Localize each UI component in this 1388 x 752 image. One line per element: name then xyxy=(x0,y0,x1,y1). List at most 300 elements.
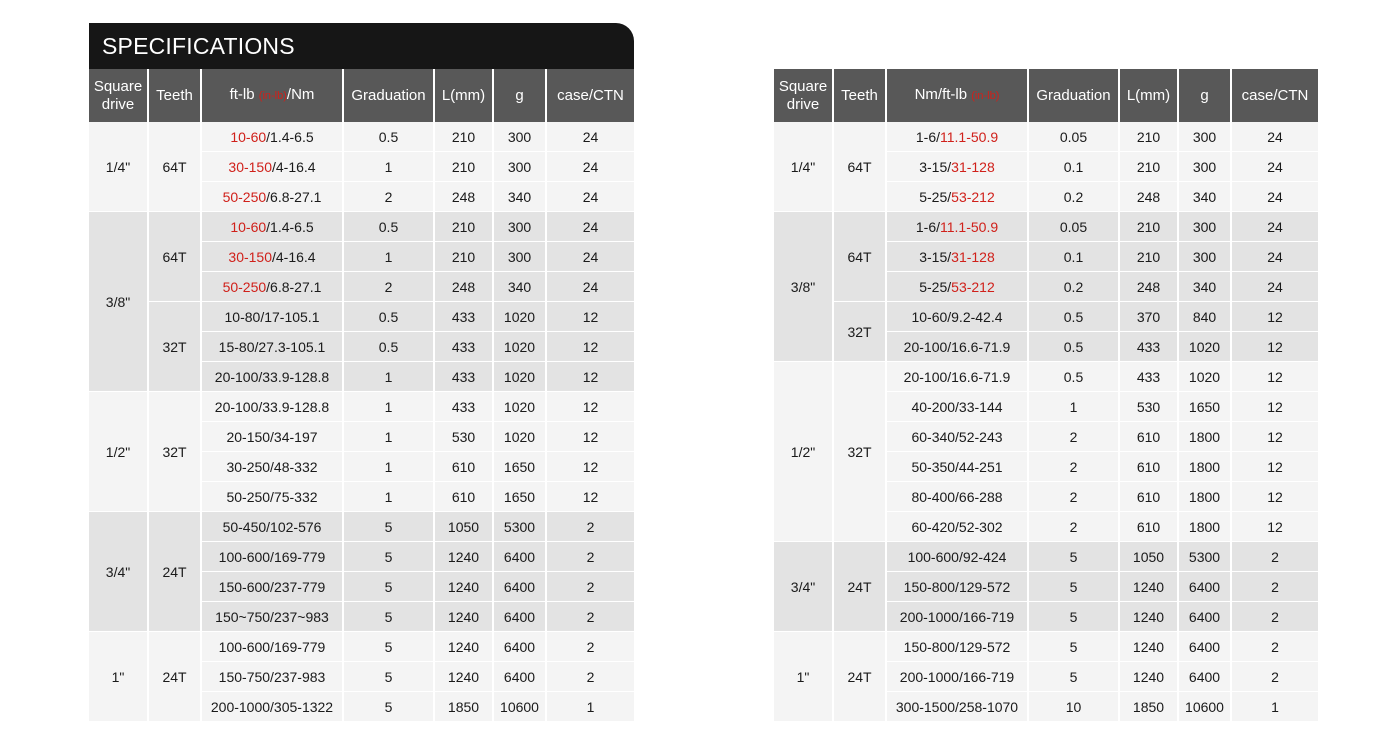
drive-group xyxy=(774,632,1318,722)
range-cell xyxy=(201,572,343,602)
case-cell: 2 xyxy=(546,602,634,632)
weight-cell: 300 xyxy=(1178,212,1231,242)
range-cell xyxy=(886,572,1028,602)
weight-cell: 5300 xyxy=(493,512,546,542)
case-cell: 24 xyxy=(1231,182,1318,212)
drive-group xyxy=(89,122,634,212)
weight-cell: 300 xyxy=(1178,122,1231,152)
case-cell: 24 xyxy=(546,122,634,152)
length-cell: 248 xyxy=(434,182,493,212)
range-cell xyxy=(886,512,1028,542)
graduation-cell: 0.5 xyxy=(343,212,434,242)
range-cell xyxy=(201,422,343,452)
range-cell xyxy=(201,452,343,482)
range-value: 150-600/237-779 xyxy=(218,578,326,595)
case-cell: 2 xyxy=(546,632,634,662)
range-cell xyxy=(201,272,343,302)
range-value: 100-600/169-779 xyxy=(218,548,326,565)
header-square-drive: Square drive xyxy=(774,69,833,122)
weight-cell: 6400 xyxy=(493,602,546,632)
header-teeth: Teeth xyxy=(148,69,201,122)
header-length: L(mm) xyxy=(434,69,493,122)
range-cell xyxy=(886,122,1028,152)
range-value: 1-6/ xyxy=(915,218,940,235)
range-value: 150-800/129-572 xyxy=(903,578,1011,595)
range-inlb-value: 31-128 xyxy=(951,158,995,175)
length-cell: 1240 xyxy=(1119,632,1178,662)
graduation-cell: 0.2 xyxy=(1028,272,1119,302)
weight-cell: 300 xyxy=(1178,242,1231,272)
graduation-cell: 10 xyxy=(1028,692,1119,722)
range-cell xyxy=(201,302,343,332)
range-value: 5-25/ xyxy=(919,188,952,205)
spec-table-ft-lb xyxy=(89,69,634,722)
range-cell xyxy=(201,542,343,572)
range-cell xyxy=(201,482,343,512)
weight-cell: 300 xyxy=(493,242,546,272)
table-row xyxy=(89,392,634,422)
weight-cell: 6400 xyxy=(1178,602,1231,632)
weight-cell: 1800 xyxy=(1178,452,1231,482)
range-value: 200-1000/166-719 xyxy=(899,608,1015,625)
graduation-cell: 0.5 xyxy=(1028,302,1119,332)
weight-cell: 1650 xyxy=(1178,392,1231,422)
case-cell: 12 xyxy=(1231,512,1318,542)
drive-group xyxy=(89,512,634,632)
length-cell: 1240 xyxy=(1119,572,1178,602)
graduation-cell: 0.1 xyxy=(1028,242,1119,272)
header-square-drive: Square drive xyxy=(89,69,148,122)
range-cell xyxy=(201,512,343,542)
case-cell: 2 xyxy=(1231,542,1318,572)
range-value: 40-200/33-144 xyxy=(911,398,1003,415)
case-cell: 24 xyxy=(1231,122,1318,152)
table-row xyxy=(89,212,634,242)
table-row xyxy=(89,632,634,662)
graduation-cell: 5 xyxy=(1028,602,1119,632)
weight-cell: 6400 xyxy=(493,662,546,692)
weight-cell: 340 xyxy=(493,182,546,212)
range-value: 20-100/33.9-128.8 xyxy=(214,398,330,415)
square-drive-cell: 3/8" xyxy=(774,212,833,362)
teeth-cell: 64T xyxy=(148,122,201,212)
weight-cell: 300 xyxy=(493,152,546,182)
graduation-cell: 1 xyxy=(1028,392,1119,422)
length-cell: 1240 xyxy=(434,632,493,662)
weight-cell: 10600 xyxy=(493,692,546,722)
range-value: 10-60/9.2-42.4 xyxy=(911,308,1003,325)
graduation-cell: 1 xyxy=(343,242,434,272)
range-value: 100-600/92-424 xyxy=(907,548,1007,565)
drive-group xyxy=(89,212,634,392)
length-cell: 610 xyxy=(1119,452,1178,482)
header-length: L(mm) xyxy=(1119,69,1178,122)
graduation-cell: 0.5 xyxy=(343,302,434,332)
length-cell: 610 xyxy=(1119,422,1178,452)
length-cell: 433 xyxy=(434,362,493,392)
range-inlb-value: 30-150 xyxy=(228,248,272,265)
header-teeth: Teeth xyxy=(833,69,886,122)
range-value: 150~750/237~983 xyxy=(215,608,329,625)
graduation-cell: 5 xyxy=(1028,572,1119,602)
square-drive-cell: 1/4" xyxy=(89,122,148,212)
case-cell: 24 xyxy=(1231,272,1318,302)
square-drive-cell: 3/4" xyxy=(89,512,148,632)
length-cell: 433 xyxy=(434,392,493,422)
range-cell xyxy=(886,422,1028,452)
drive-group xyxy=(774,542,1318,632)
case-cell: 12 xyxy=(546,362,634,392)
range-value: 50-350/44-251 xyxy=(911,458,1003,475)
range-cell xyxy=(886,212,1028,242)
length-cell: 210 xyxy=(1119,212,1178,242)
graduation-cell: 5 xyxy=(343,632,434,662)
case-cell: 2 xyxy=(546,572,634,602)
case-cell: 12 xyxy=(1231,392,1318,422)
weight-cell: 1650 xyxy=(493,452,546,482)
range-cell xyxy=(886,152,1028,182)
weight-cell: 1020 xyxy=(493,362,546,392)
graduation-cell: 5 xyxy=(343,602,434,632)
weight-cell: 1650 xyxy=(493,482,546,512)
header-case: case/CTN xyxy=(546,69,634,122)
case-cell: 24 xyxy=(546,212,634,242)
range-cell xyxy=(886,242,1028,272)
length-cell: 610 xyxy=(434,452,493,482)
range-cell xyxy=(886,482,1028,512)
length-cell: 248 xyxy=(1119,272,1178,302)
range-value: 80-400/66-288 xyxy=(911,488,1003,505)
weight-cell: 1020 xyxy=(493,332,546,362)
range-cell xyxy=(886,452,1028,482)
case-cell: 12 xyxy=(546,452,634,482)
weight-cell: 1020 xyxy=(1178,362,1231,392)
teeth-cell: 24T xyxy=(148,632,201,722)
teeth-cell: 24T xyxy=(833,632,886,722)
graduation-cell: 1 xyxy=(343,152,434,182)
range-cell xyxy=(886,272,1028,302)
case-cell: 2 xyxy=(1231,572,1318,602)
range-value: 20-100/16.6-71.9 xyxy=(903,368,1011,385)
range-value: 15-80/27.3-105.1 xyxy=(218,338,326,355)
case-cell: 2 xyxy=(1231,632,1318,662)
case-cell: 24 xyxy=(546,152,634,182)
case-cell: 12 xyxy=(1231,362,1318,392)
range-value: 30-250/48-332 xyxy=(226,458,318,475)
teeth-cell: 32T xyxy=(833,302,886,362)
spec-table-nm xyxy=(774,69,1318,722)
weight-cell: 300 xyxy=(1178,152,1231,182)
graduation-cell: 0.05 xyxy=(1028,212,1119,242)
range-inlb-value: 50-250 xyxy=(222,278,267,295)
range-cell xyxy=(886,182,1028,212)
range-cell xyxy=(886,542,1028,572)
square-drive-cell: 1/2" xyxy=(774,362,833,542)
range-value: /1.4-6.5 xyxy=(266,218,314,235)
length-cell: 433 xyxy=(1119,332,1178,362)
square-drive-cell: 1" xyxy=(89,632,148,722)
range-cell xyxy=(201,392,343,422)
table-row xyxy=(774,632,1318,662)
page-title: SPECIFICATIONS xyxy=(102,33,295,59)
range-inlb-value: 53-212 xyxy=(951,278,995,295)
graduation-cell: 2 xyxy=(1028,452,1119,482)
range-cell xyxy=(201,662,343,692)
case-cell: 24 xyxy=(1231,212,1318,242)
graduation-cell: 0.5 xyxy=(1028,362,1119,392)
square-drive-cell: 3/8" xyxy=(89,212,148,392)
length-cell: 1050 xyxy=(434,512,493,542)
header-weight: g xyxy=(493,69,546,122)
case-cell: 1 xyxy=(546,692,634,722)
range-value: 50-450/102-576 xyxy=(222,518,322,535)
graduation-cell: 1 xyxy=(343,422,434,452)
graduation-cell: 5 xyxy=(343,542,434,572)
header-row xyxy=(774,69,1318,122)
weight-cell: 6400 xyxy=(1178,662,1231,692)
case-cell: 12 xyxy=(546,392,634,422)
range-cell xyxy=(201,212,343,242)
graduation-cell: 0.5 xyxy=(343,332,434,362)
range-cell xyxy=(201,632,343,662)
range-value: /4-16.4 xyxy=(272,248,316,265)
range-cell xyxy=(201,182,343,212)
range-cell xyxy=(201,242,343,272)
range-cell xyxy=(886,632,1028,662)
range-inlb-value: 31-128 xyxy=(951,248,995,265)
range-value: 100-600/169-779 xyxy=(218,638,326,655)
length-cell: 433 xyxy=(1119,362,1178,392)
case-cell: 12 xyxy=(546,482,634,512)
graduation-cell: 2 xyxy=(1028,422,1119,452)
range-value: 300-1500/258-1070 xyxy=(895,698,1019,715)
graduation-cell: 1 xyxy=(343,392,434,422)
header-range: ft-lb (in-lb)/Nm xyxy=(201,69,343,122)
length-cell: 1240 xyxy=(1119,602,1178,632)
range-value: 3-15/ xyxy=(919,248,952,265)
range-inlb-value: 50-250 xyxy=(222,188,267,205)
teeth-cell: 64T xyxy=(833,122,886,212)
range-inlb-value: 10-60 xyxy=(230,218,267,235)
length-cell: 1050 xyxy=(1119,542,1178,572)
range-value: 1-6/ xyxy=(915,128,940,145)
length-cell: 610 xyxy=(1119,482,1178,512)
case-cell: 2 xyxy=(1231,602,1318,632)
graduation-cell: 1 xyxy=(343,452,434,482)
length-cell: 248 xyxy=(434,272,493,302)
range-value: 50-250/75-332 xyxy=(226,488,318,505)
graduation-cell: 2 xyxy=(343,272,434,302)
length-cell: 210 xyxy=(1119,122,1178,152)
teeth-cell: 32T xyxy=(148,302,201,392)
header-row xyxy=(89,69,634,122)
case-cell: 1 xyxy=(1231,692,1318,722)
range-cell xyxy=(201,152,343,182)
range-inlb-value: 10-60 xyxy=(230,128,267,145)
range-value: 60-420/52-302 xyxy=(911,518,1003,535)
table-row xyxy=(774,122,1318,152)
case-cell: 12 xyxy=(1231,302,1318,332)
graduation-cell: 5 xyxy=(343,692,434,722)
range-value: 60-340/52-243 xyxy=(911,428,1003,445)
range-inlb-value: 11.1-50.9 xyxy=(940,128,999,145)
weight-cell: 6400 xyxy=(493,632,546,662)
range-cell xyxy=(886,662,1028,692)
length-cell: 433 xyxy=(434,332,493,362)
length-cell: 248 xyxy=(1119,182,1178,212)
range-inlb-value: 11.1-50.9 xyxy=(940,218,999,235)
case-cell: 12 xyxy=(1231,482,1318,512)
range-value: 150-800/129-572 xyxy=(903,638,1011,655)
range-cell xyxy=(201,332,343,362)
specifications-banner xyxy=(89,23,634,69)
graduation-cell: 5 xyxy=(1028,662,1119,692)
range-cell xyxy=(201,362,343,392)
weight-cell: 1800 xyxy=(1178,422,1231,452)
drive-group xyxy=(774,362,1318,542)
range-cell xyxy=(886,362,1028,392)
range-value: /1.4-6.5 xyxy=(266,128,314,145)
weight-cell: 300 xyxy=(493,122,546,152)
teeth-cell: 64T xyxy=(148,212,201,302)
range-cell xyxy=(886,392,1028,422)
length-cell: 1850 xyxy=(1119,692,1178,722)
header-graduation: Graduation xyxy=(1028,69,1119,122)
graduation-cell: 0.05 xyxy=(1028,122,1119,152)
drive-group xyxy=(89,632,634,722)
length-cell: 210 xyxy=(434,242,493,272)
table-row xyxy=(774,212,1318,242)
header-weight: g xyxy=(1178,69,1231,122)
weight-cell: 1020 xyxy=(493,422,546,452)
weight-cell: 1800 xyxy=(1178,512,1231,542)
length-cell: 210 xyxy=(1119,242,1178,272)
length-cell: 210 xyxy=(434,212,493,242)
graduation-cell: 0.5 xyxy=(343,122,434,152)
range-value: 150-750/237-983 xyxy=(218,668,326,685)
length-cell: 210 xyxy=(434,152,493,182)
range-cell xyxy=(201,602,343,632)
graduation-cell: 5 xyxy=(343,572,434,602)
length-cell: 530 xyxy=(1119,392,1178,422)
range-inlb-value: 53-212 xyxy=(951,188,995,205)
graduation-cell: 5 xyxy=(343,662,434,692)
weight-cell: 10600 xyxy=(1178,692,1231,722)
range-value: /4-16.4 xyxy=(272,158,316,175)
range-value: 5-25/ xyxy=(919,278,952,295)
case-cell: 12 xyxy=(546,422,634,452)
weight-cell: 6400 xyxy=(1178,572,1231,602)
case-cell: 24 xyxy=(546,272,634,302)
graduation-cell: 0.1 xyxy=(1028,152,1119,182)
weight-cell: 300 xyxy=(493,212,546,242)
length-cell: 370 xyxy=(1119,302,1178,332)
drive-group xyxy=(89,392,634,512)
graduation-cell: 1 xyxy=(343,362,434,392)
teeth-cell: 32T xyxy=(148,392,201,512)
weight-cell: 840 xyxy=(1178,302,1231,332)
drive-group xyxy=(774,122,1318,212)
case-cell: 24 xyxy=(546,182,634,212)
weight-cell: 5300 xyxy=(1178,542,1231,572)
weight-cell: 6400 xyxy=(493,572,546,602)
weight-cell: 1020 xyxy=(1178,332,1231,362)
teeth-cell: 24T xyxy=(148,512,201,632)
case-cell: 2 xyxy=(546,512,634,542)
graduation-cell: 1 xyxy=(343,482,434,512)
range-value: 3-15/ xyxy=(919,158,952,175)
graduation-cell: 5 xyxy=(343,512,434,542)
weight-cell: 340 xyxy=(493,272,546,302)
table-row xyxy=(89,302,634,332)
range-value: 20-100/33.9-128.8 xyxy=(214,368,330,385)
teeth-cell: 32T xyxy=(833,362,886,542)
range-value: /6.8-27.1 xyxy=(266,188,322,205)
square-drive-cell: 1/4" xyxy=(774,122,833,212)
length-cell: 610 xyxy=(434,482,493,512)
range-value: 200-1000/305-1322 xyxy=(210,698,334,715)
range-inlb-value: 30-150 xyxy=(228,158,272,175)
case-cell: 12 xyxy=(546,332,634,362)
case-cell: 2 xyxy=(546,662,634,692)
case-cell: 12 xyxy=(1231,422,1318,452)
header-graduation: Graduation xyxy=(343,69,434,122)
weight-cell: 1800 xyxy=(1178,482,1231,512)
range-cell xyxy=(201,122,343,152)
range-value: 10-80/17-105.1 xyxy=(224,308,320,325)
length-cell: 530 xyxy=(434,422,493,452)
case-cell: 12 xyxy=(546,302,634,332)
square-drive-cell: 1/2" xyxy=(89,392,148,512)
weight-cell: 340 xyxy=(1178,182,1231,212)
header-case: case/CTN xyxy=(1231,69,1318,122)
range-value: 20-100/16.6-71.9 xyxy=(903,338,1011,355)
range-cell xyxy=(201,692,343,722)
case-cell: 12 xyxy=(1231,332,1318,362)
drive-group xyxy=(774,212,1318,362)
length-cell: 210 xyxy=(1119,152,1178,182)
range-value: /6.8-27.1 xyxy=(266,278,322,295)
weight-cell: 1020 xyxy=(493,302,546,332)
graduation-cell: 0.2 xyxy=(1028,182,1119,212)
length-cell: 210 xyxy=(434,122,493,152)
case-cell: 2 xyxy=(546,542,634,572)
table-row xyxy=(89,122,634,152)
case-cell: 12 xyxy=(1231,452,1318,482)
length-cell: 433 xyxy=(434,302,493,332)
case-cell: 24 xyxy=(1231,152,1318,182)
length-cell: 1850 xyxy=(434,692,493,722)
graduation-cell: 2 xyxy=(1028,512,1119,542)
range-cell xyxy=(886,302,1028,332)
square-drive-cell: 3/4" xyxy=(774,542,833,632)
weight-cell: 340 xyxy=(1178,272,1231,302)
weight-cell: 6400 xyxy=(493,542,546,572)
range-cell xyxy=(886,692,1028,722)
length-cell: 1240 xyxy=(434,662,493,692)
range-cell xyxy=(886,332,1028,362)
range-value: 200-1000/166-719 xyxy=(899,668,1015,685)
table-row xyxy=(774,302,1318,332)
graduation-cell: 5 xyxy=(1028,632,1119,662)
square-drive-cell: 1" xyxy=(774,632,833,722)
graduation-cell: 0.5 xyxy=(1028,332,1119,362)
case-cell: 2 xyxy=(1231,662,1318,692)
length-cell: 610 xyxy=(1119,512,1178,542)
case-cell: 24 xyxy=(1231,242,1318,272)
case-cell: 24 xyxy=(546,242,634,272)
length-cell: 1240 xyxy=(434,572,493,602)
